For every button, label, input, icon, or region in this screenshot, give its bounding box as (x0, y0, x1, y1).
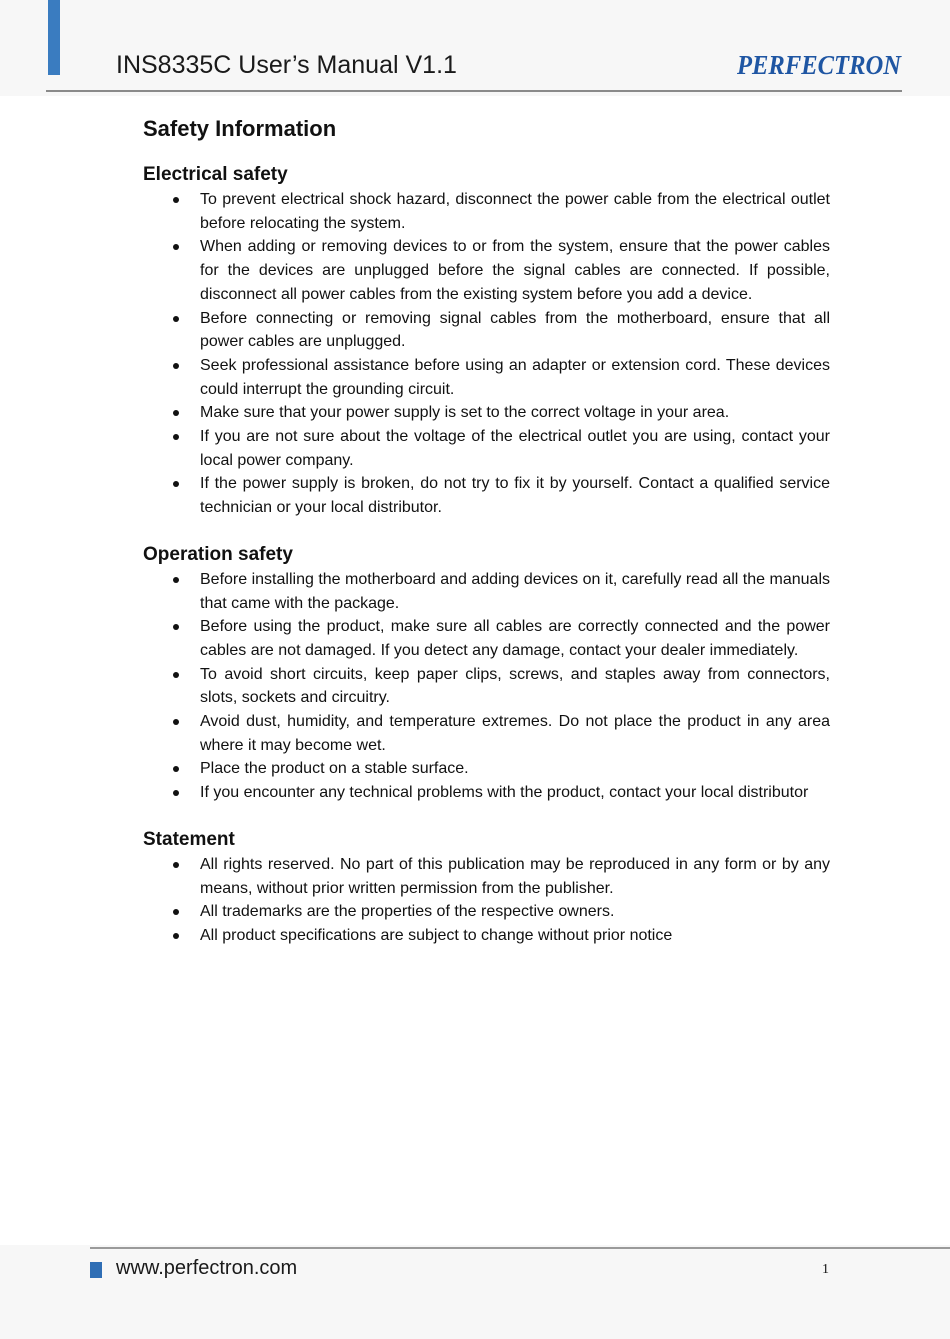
list-item (143, 401, 830, 425)
list-item (143, 568, 830, 615)
bullet-icon (173, 790, 179, 796)
list-item-text: Before installing the motherboard and adding devices on it, carefully read all the manuals that came with the package. (200, 570, 830, 612)
bullet-icon (173, 197, 179, 203)
bullet-icon (173, 316, 179, 322)
document-title: INS8335C User’s Manual V1.1 (116, 51, 457, 79)
section (143, 162, 830, 520)
bullet-icon (173, 933, 179, 939)
bullet-list (143, 853, 830, 948)
list-item (143, 924, 830, 948)
list-item (143, 900, 830, 924)
list-item-text: If the power supply is broken, do not try to fix it by yourself. Contact a qualified service technician or your local distributor. (200, 475, 830, 517)
footer-divider (90, 1247, 950, 1249)
bullet-icon (173, 719, 179, 725)
list-item-text: Seek professional assistance before using an adapter or extension cord. These devices could interrupt the grounding circuit. (200, 356, 830, 398)
bullet-icon (173, 577, 179, 583)
list-item-text: Avoid dust, humidity, and temperature extremes. Do not place the product in any area where it may become wet. (200, 713, 830, 754)
footer-url: www.perfectron.com (116, 1257, 298, 1279)
bullet-icon (173, 766, 179, 772)
bullet-icon (173, 410, 179, 416)
perfectron-logo (735, 44, 903, 82)
bullet-icon (173, 862, 179, 868)
header-accent-bar (48, 0, 60, 75)
list-item-text: If you encounter any technical problems with the product, contact your local distributor (200, 784, 809, 802)
page-title: Safety Information (143, 116, 337, 141)
list-item (143, 235, 830, 306)
list-item (143, 757, 830, 781)
section (143, 827, 830, 948)
header-divider (46, 90, 902, 92)
section (143, 542, 830, 805)
bullet-icon (173, 672, 179, 678)
bullet-list (143, 188, 830, 520)
page-content (143, 110, 830, 970)
list-item-text: All trademarks are the properties of the respective owners. (200, 903, 615, 921)
logo-text: PERFECTRON (736, 50, 903, 80)
list-item-text: All rights reserved. No part of this publication may be reproduced in any form or by any means, without prior written permission from the publisher. (200, 855, 830, 897)
list-item-text: To prevent electrical shock hazard, disconnect the power cable from the electrical outlet before relocating the system. (200, 191, 830, 232)
list-item (143, 615, 830, 662)
bullet-icon (173, 624, 179, 630)
bullet-icon (173, 909, 179, 915)
list-item-text: If you are not sure about the voltage of the electrical outlet you are using, contact your local power company. (200, 428, 830, 469)
bullet-icon (173, 481, 179, 487)
list-item-text: Before using the product, make sure all cables are correctly connected and the power cables are not damaged. If you detect any damage, contact your dealer immediately. (200, 618, 830, 659)
list-item (143, 853, 830, 900)
list-item-text: Before connecting or removing signal cables from the motherboard, ensure that all power cables are unplugged. (200, 309, 830, 351)
sections-container (143, 162, 830, 948)
section-title: Statement (143, 828, 235, 850)
list-item-text: Make sure that your power supply is set to the correct voltage in your area. (200, 404, 730, 422)
list-item-text: When adding or removing devices to or from the system, ensure that the power cables for the devices are unplugged before the signal cables are connected. If possible, disconnect all power cables from the existing system before you add a device. (200, 238, 830, 303)
bullet-icon (173, 363, 179, 369)
list-item-text: All product specifications are subject to change without prior notice (200, 926, 673, 944)
bullet-icon (173, 434, 179, 440)
section-title: Electrical safety (143, 164, 288, 185)
list-item-text: To avoid short circuits, keep paper clips, screws, and staples away from connectors, slots, sockets and circuitry. (200, 665, 830, 707)
section-title: Operation safety (143, 543, 293, 565)
list-item (143, 710, 830, 757)
bullet-icon (173, 244, 179, 250)
footer-square-icon (90, 1262, 102, 1278)
page-number: 1 (822, 1262, 829, 1277)
list-item-text: Place the product on a stable surface. (200, 760, 469, 778)
list-item (143, 781, 830, 805)
list-item (143, 307, 830, 354)
bullet-list (143, 568, 830, 805)
list-item (143, 472, 830, 519)
list-item (143, 354, 830, 401)
list-item (143, 663, 830, 710)
list-item (143, 425, 830, 472)
list-item (143, 188, 830, 235)
